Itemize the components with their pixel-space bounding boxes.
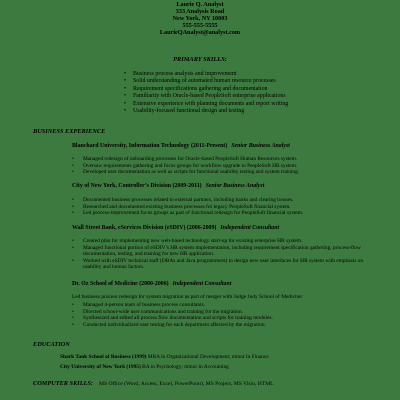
degree: BA in Psychology; minor in Accounting — [142, 364, 229, 370]
job-bullets-blanchard — [72, 156, 372, 176]
education-item — [60, 364, 229, 370]
job-title-blanchard — [72, 143, 290, 149]
job-bullet: • Documented business processes related to external partners, including banks and clearing houses. — [72, 197, 372, 204]
job-bullet: • Created plan for implementing new web-based technology start-up for existing enterprise HR system. — [72, 238, 372, 245]
job-bullet: • Synthesized and edited all process flow documentation and scripts for training modules. — [72, 315, 372, 322]
education-item — [60, 354, 269, 360]
skill-item: • Requirement specifications gathering and documentation — [124, 86, 394, 93]
job-bullet: • Developed user documentation as well as scripts for functional usability testing and system training. — [72, 169, 372, 176]
job-bullets-dr-oz-school — [72, 302, 372, 328]
skill-item: • Extensive experience with planning documents and report writing — [124, 101, 394, 108]
primary-skills-heading: PRIMARY SKILLS: — [173, 56, 227, 63]
skill-item: • Usability-focused functional design and testing — [124, 108, 394, 115]
job-bullet: • Led process-improvement focus groups as part of functional redesign for PeopleSoft financial system. — [72, 210, 372, 217]
computer-skills-text: MS Office (Word, Access, Excel, PowerPoint), MS Project, MS Visio, HTML — [99, 381, 274, 387]
education-heading: EDUCATION — [33, 341, 70, 348]
employer: Dr. Oz School of Medicine (2000-2006) — [72, 281, 169, 287]
skill-item: • Solid understanding of automated human resource processes — [124, 78, 394, 85]
job-bullets-wall-street-bank — [72, 238, 372, 271]
applicant-name: Laurie Q. Analyst — [176, 1, 224, 8]
job-bullet: • Worked with eSDIV technical staff (DBAs and Java programmers) to design new user interfaces for HR system with emphasis on usability and human factors. — [72, 258, 372, 271]
computer-skills — [33, 380, 274, 387]
job-role: Senior Business Analyst — [205, 183, 265, 189]
computer-skills-label: COMPUTER SKILLS: — [33, 380, 94, 387]
school-name: City University of New York (1995) — [60, 364, 141, 370]
job-role: Independent Consultant — [172, 281, 232, 287]
job-bullet: • Managed functional portion of eSDIV’s HR system implementation, including requirement specification gathering, process-flow documentation, testing, and training for new HR application. — [72, 245, 372, 258]
business-experience-heading: BUSINESS EXPERIENCE — [33, 128, 106, 135]
job-title-city-of-new-york — [72, 183, 264, 189]
employer: City of New York, Controller’s Division (2009-2011) — [72, 183, 202, 189]
employer: Blanchard University, Information Technology (2011-Present) — [72, 143, 228, 149]
job-bullets-city-of-new-york — [72, 197, 372, 217]
email-address: LaurieQAnalyst@analyst.com — [159, 29, 241, 37]
school-name: Shark Tank School of Business (1999) — [60, 354, 147, 360]
job-title-dr-oz-school — [72, 281, 231, 287]
street-address: 333 Analysis Road — [175, 8, 225, 16]
job-bullet: • Conducted individualized user testing for each department affected by the migration. — [72, 322, 372, 329]
job-title-wall-street-bank — [72, 225, 279, 231]
job-bullet: • Managed 4-person team of business process consultants. — [72, 302, 372, 309]
job-bullet: • Oversaw requirements gathering and focus groups for workflow upgrade to PeopleSoft HR system. — [72, 163, 372, 170]
job-bullet: • Researched and documented existing business processes for legacy PeopleSoft financial system. — [72, 204, 372, 211]
job-bullet: • Managed redesign of onboarding processes for Oracle-based PeopleSoft Human Resources system. — [72, 156, 372, 163]
job-role: Senior Business Analyst — [231, 143, 290, 149]
skill-item: • Business process analysis and improvement — [124, 71, 394, 78]
employer: Wall Street Bank, eServices Division (eSDIV) (2006-2009) — [72, 225, 217, 231]
contact-header — [0, 1, 400, 36]
degree: MBA in Organizational Development; minor in Finance — [147, 354, 269, 360]
phone-number: 555-555-5555 — [182, 22, 218, 30]
primary-skills-list — [124, 71, 394, 115]
city-state-zip: New York, NY 10003 — [172, 15, 228, 23]
skill-item: • Familiarity with Oracle-based PeopleSoft enterprise applications — [124, 93, 394, 100]
job-intro-dr-oz-school: Led business process redesign for system migration as part of merger with Judge Judy School of Medicine: — [72, 294, 304, 300]
job-bullet: • Directed school-wide user communications and training for the migration. — [72, 309, 372, 316]
job-role: Independent Consultant — [220, 225, 280, 231]
